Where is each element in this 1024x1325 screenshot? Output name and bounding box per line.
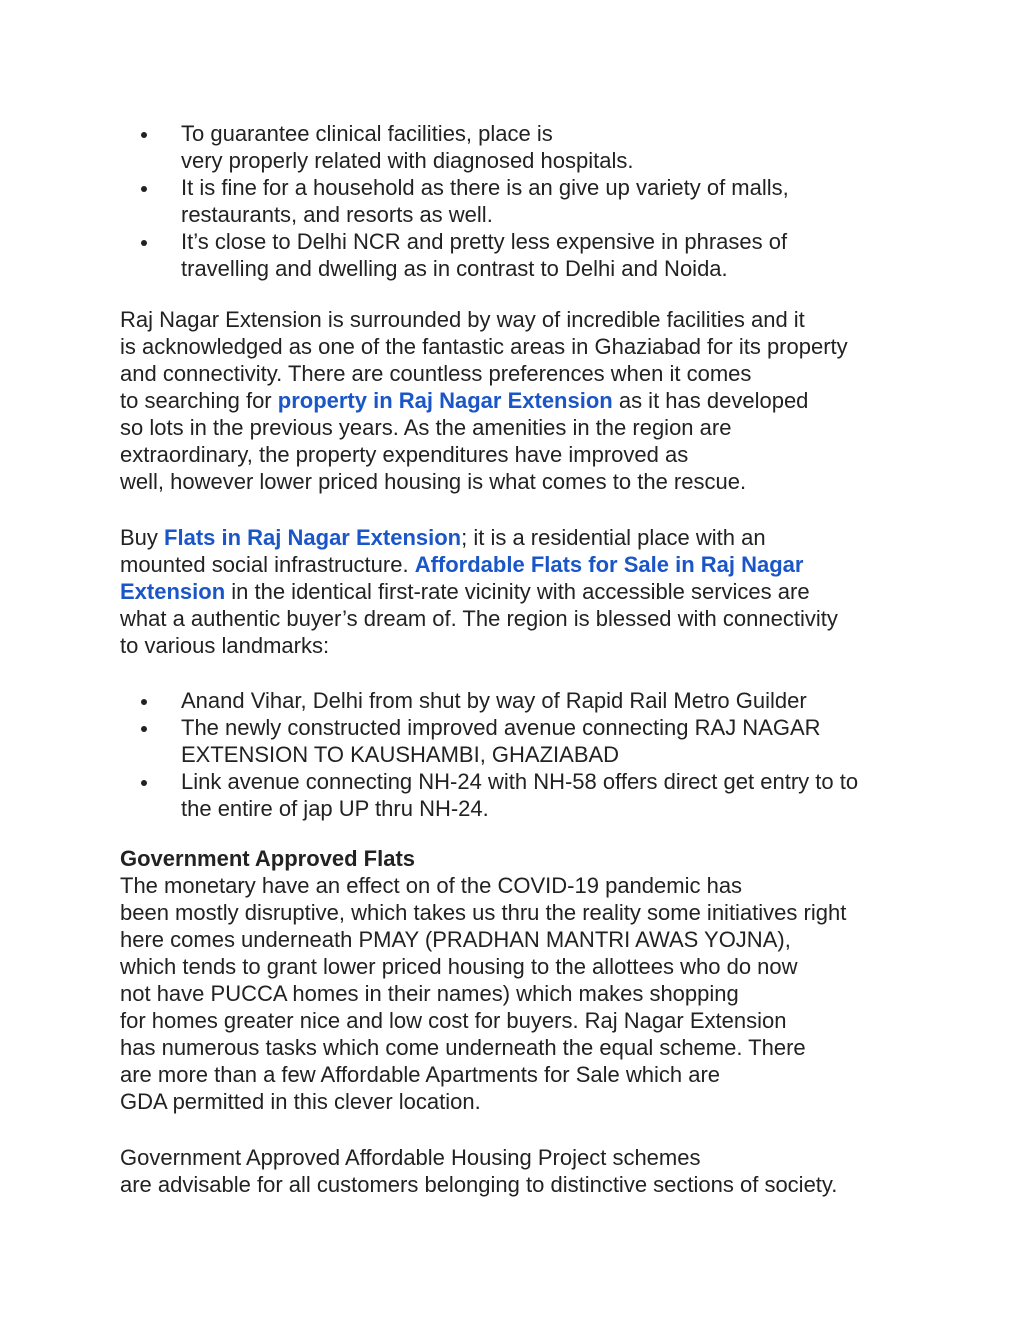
bullet-icon xyxy=(141,699,147,705)
list-item: Link avenue connecting NH-24 with NH-58 offers direct get entry to to the entire of jap UP thru NH-24. xyxy=(120,768,858,822)
affordable-flats-link[interactable]: Affordable Flats for Sale in Raj Nagar xyxy=(414,552,804,577)
list-item: The newly constructed improved avenue connecting RAJ NAGAR EXTENSION TO KAUSHAMBI, GHAZIABAD xyxy=(120,714,858,768)
list-item: To guarantee clinical facilities, place is very properly related with diagnosed hospitals. xyxy=(120,120,789,174)
amenities-list xyxy=(120,120,789,282)
list-item: Anand Vihar, Delhi from shut by way of Rapid Rail Metro Guilder xyxy=(120,687,858,714)
bullet-icon xyxy=(141,240,147,246)
bullet-icon xyxy=(141,186,147,192)
intro-paragraph: Raj Nagar Extension is surrounded by way of incredible facilities and it is acknowledged as one of the fantastic areas in Ghaziabad for its property and connectivity. There are countless preferences when it comes to searching for property in Raj Nagar Extension as it has developed so lots in the previous years. As the amenities in the region are extraordinary, the property expenditures have improved as well, however lower priced housing is what comes to the rescue. xyxy=(120,307,848,494)
government-section: Government Approved Flats The monetary have an effect on of the COVID-19 pandemic has been mostly disruptive, which takes us thru the reality some initiatives right here comes underneath PMAY (PRADHAN MANTRI AWAS YOJNA), which tends to grant lower priced housing to the allottees who do now not have PUCCA homes in their names) which makes shopping for homes greater nice and low cost for buyers. Raj Nagar Extension has numerous tasks which come underneath the equal scheme. There are more than a few Affordable Apartments for Sale which are GDA permitted in this clever location. xyxy=(120,846,847,1114)
bullet-icon xyxy=(141,726,147,732)
list-item: It’s close to Delhi NCR and pretty less expensive in phrases of travelling and dwelling as in contrast to Delhi and Noida. xyxy=(120,228,789,282)
list-item: It is fine for a household as there is an give up variety of malls, restaurants, and resorts as well. xyxy=(120,174,789,228)
closing-paragraph: Government Approved Affordable Housing Project schemes are advisable for all customers belonging to distinctive sections of society. xyxy=(120,1145,838,1197)
bullet-icon xyxy=(141,132,147,138)
section-heading: Government Approved Flats xyxy=(120,846,416,871)
affordable-flats-link-continued[interactable]: Extension xyxy=(120,579,226,604)
flats-link[interactable]: Flats in Raj Nagar Extension xyxy=(164,525,462,550)
flats-paragraph: Buy Flats in Raj Nagar Extension; it is a residential place with an mounted social infrastructure. Affordable Flats for Sale in Raj Nagar Extension in the identical first-rate vicinity with accessible services are what a authentic buyer’s dream of. The region is blessed with connectivity to various landmarks: xyxy=(120,525,838,658)
landmarks-list xyxy=(120,687,858,822)
property-link[interactable]: property in Raj Nagar Extension xyxy=(277,388,613,413)
bullet-icon xyxy=(141,780,147,786)
